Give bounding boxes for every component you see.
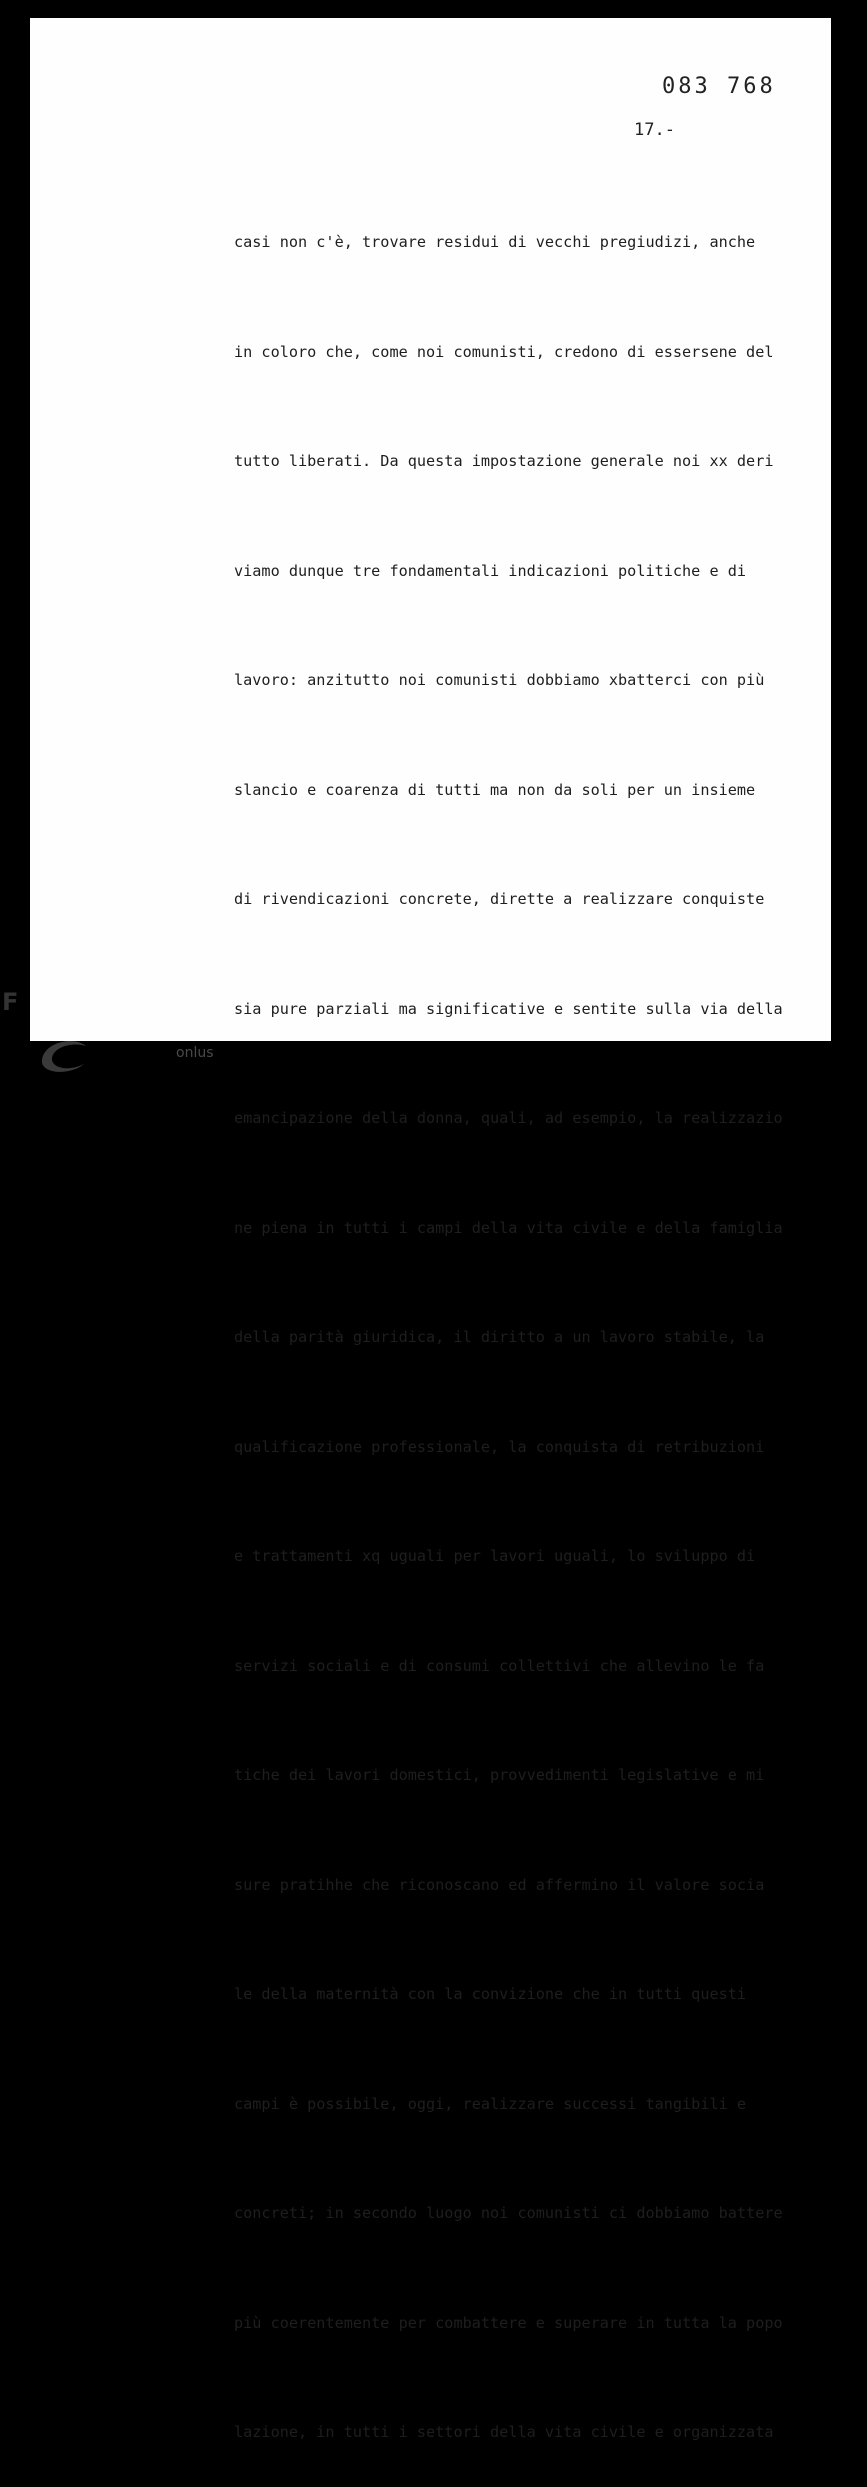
text-line: concreti; in secondo luogo noi comunisti ci dobbiamo battere <box>234 2204 783 2222</box>
text-line: emancipazione della donna, quali, ad esempio, la realizzazio <box>234 1109 783 1127</box>
footer-label: onlus <box>176 1045 214 1061</box>
swoosh-logo-icon <box>34 1030 94 1076</box>
foundation-logo: F <box>2 988 19 1016</box>
text-line: slancio e coarenza di tutti ma non da soli per un insieme <box>234 780 756 799</box>
text-line: e trattamenti xq uguali per lavori uguali, lo sviluppo di <box>234 1547 756 1565</box>
text-line: tiche dei lavori domestici, provvedimenti legislative e mi <box>234 1766 765 1784</box>
text-line: campi è possibile, oggi, realizzare successi tangibili e <box>234 2094 747 2113</box>
text-line: di rivendicazioni concrete, dirette a realizzare conquiste <box>234 890 765 908</box>
text-line: qualificazione professionale, la conquista di retribuzioni <box>234 1437 765 1456</box>
text-line: casi non c'è, trovare residui di vecchi pregiudizi, anche <box>234 233 756 251</box>
text-line: servizi sociali e di consumi collettivi che allevino le fa <box>234 1656 765 1675</box>
typed-text-block <box>234 151 814 2487</box>
text-line: lavoro: anzitutto noi comunisti dobbiamo xbatterci con più <box>234 671 765 689</box>
archive-number: 083 768 <box>662 74 776 99</box>
text-line: ne piena in tutti i campi della vita civile e della famiglia <box>234 1218 783 1237</box>
page-number: 17.- <box>634 120 675 140</box>
text-line: lazione, in tutti i settori della vita civile e organizzata <box>234 2423 774 2441</box>
text-line: in coloro che, come noi comunisti, credono di essersene del <box>234 342 774 361</box>
text-line: della parità giuridica, il diritto a un lavoro stabile, la <box>234 1328 765 1346</box>
text-line: le della maternità con la convizione che in tutti questi <box>234 1985 747 2003</box>
text-line: viamo dunque tre fondamentali indicazioni politiche e di <box>234 561 747 580</box>
text-line: sure pratihhe che riconoscano ed affermino il valore socia <box>234 1875 765 1894</box>
text-line: tutto liberati. Da questa impostazione generale noi xx deri <box>234 452 774 470</box>
text-line: più coerentemente per combattere e superare in tutta la popo <box>234 2313 783 2332</box>
text-line: sia pure parziali ma significative e sentite sulla via della <box>234 999 783 1018</box>
